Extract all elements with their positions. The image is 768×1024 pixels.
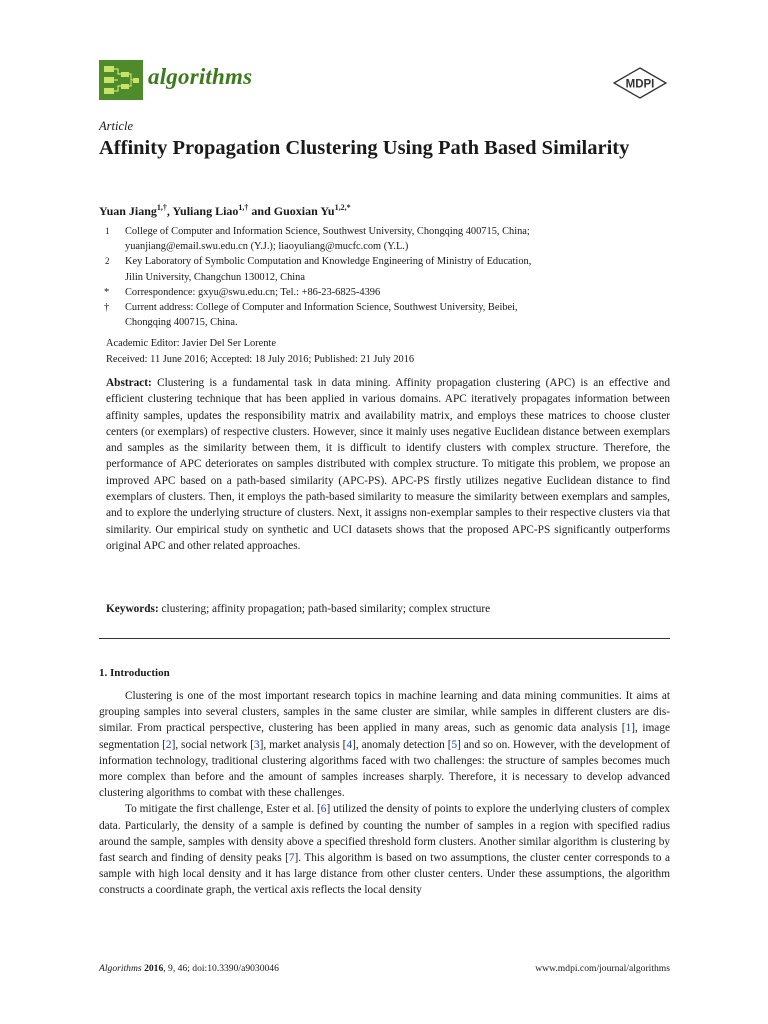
citation-link[interactable]: 2 <box>165 738 172 751</box>
keywords-text: clustering; affinity propagation; path-based similarity; complex structure <box>161 603 491 615</box>
paragraph-text: ] utilized the density of points to explore the underlying clusters of complex data. Particularly, the density of a sample is defined by counting the number of samples in a region with specified radius around the sample, samples with density above a specified threshold form clusters. Another similar algorithm is clustering by fast search and finding of density peaks [ <box>99 803 670 865</box>
paragraph-text: Clustering is one of the most important research topics in machine learning and data mining communities. It aims at grouping samples into several clusters, samples in the same cluster are similar, while samples in different clusters are dis-similar. From practical perspective, clustering has been applied in many areas, such as genomic data analysis [ <box>99 690 670 735</box>
author-name: Yuliang Liao <box>172 204 239 218</box>
paragraph-text: ] and so on. However, with the development of information technology, traditional clustering algorithms faced with two challenges: the structure of samples becomes much more complex than before and the amount of samples increases sharply. Therefore, it is necessary to develop advanced clustering algorithms to combat with these challenges. <box>99 738 670 800</box>
section-divider <box>99 638 670 639</box>
citation-link[interactable]: 4 <box>346 738 353 751</box>
paper-title: Affinity Propagation Clustering Using Path Based Similarity <box>99 137 630 159</box>
author-affiliation-mark: 1,† <box>156 203 167 212</box>
author-name: Yuan Jiang <box>99 204 157 218</box>
introduction-body <box>99 688 670 899</box>
abstract-label: Abstract: <box>106 377 152 389</box>
citation-link[interactable]: 6 <box>320 803 327 816</box>
paragraph-text: To mitigate the first challenge, Ester et al. [ <box>125 803 321 816</box>
author-affiliation-mark: 1,2,* <box>334 203 351 212</box>
citation-link[interactable]: 3 <box>253 738 260 751</box>
affiliation-line: Jilin University, Changchun 130012, China <box>125 271 305 283</box>
journal-name: algorithms <box>148 64 253 89</box>
affiliation-line: Current address: College of Computer and Information Science, Southwest University, Beibei, <box>125 302 518 314</box>
footer-citation <box>99 963 279 974</box>
affiliation-mark: * <box>104 286 110 298</box>
section-heading: 1. Introduction <box>99 667 170 679</box>
academic-editor: Academic Editor: Javier Del Ser Lorente <box>106 338 276 349</box>
citation-link[interactable]: 7 <box>288 852 295 865</box>
affiliation-mark: † <box>104 302 110 314</box>
abstract-text: Clustering is a fundamental task in data mining. Affinity propagation clustering (APC) is an effective and efficient clustering technique that has been applied in various domains. APC iteratively propagates information between affinity samples, updates the responsibility matrix and availability matrix, and employs these matrices to choose cluster centers (or exemplars) of respective clusters. However, since it mainly uses negative Euclidean distance between exemplars and samples as the similarity between them, it is difficult to identify clusters with complex structure. Therefore, the performance of APC deteriorates on samples distributed with complex structure. To mitigate this problem, we propose an improved APC based on a path-based similarity (APC-PS). APC-PS firstly utilizes negative Euclidean distance to find exemplars of clusters. Then, it employs the path-based similarity to measure the similarity between exemplars and samples, and to explore the underlying structure of clusters. Next, it assigns non-exemplar samples to their respective clusters via that similarity. Our empirical study on synthetic and UCI datasets shows that the proposed APC-PS significantly outperforms original APC and other related approaches. <box>106 377 670 552</box>
paragraph <box>99 688 670 801</box>
paragraph-text: ], market analysis [ <box>259 738 347 751</box>
affiliation-list <box>99 224 679 330</box>
author-affiliation-mark: 1,† <box>238 203 249 212</box>
affiliation-line: College of Computer and Information Science, Southwest University, Chongqing 400715, China; <box>125 226 530 237</box>
article-type: Article <box>99 119 134 133</box>
keywords-label: Keywords: <box>106 603 159 615</box>
citation-link[interactable]: 1 <box>625 722 632 735</box>
paragraph <box>99 801 670 898</box>
affiliation-line: Correspondence: gxyu@swu.edu.cn; Tel.: +86-23-6825-4396 <box>125 286 381 298</box>
affiliation-mark: 2 <box>105 256 110 267</box>
affiliation-line: Key Laboratory of Symbolic Computation and Knowledge Engineering of Ministry of Education, <box>125 256 532 268</box>
paragraph-text: ], social network [ <box>171 738 254 751</box>
publication-history: Received: 11 June 2016; Accepted: 18 July 2016; Published: 21 July 2016 <box>106 353 415 365</box>
affiliation-mark: 1 <box>105 226 110 236</box>
footer-url[interactable]: www.mdpi.com/journal/algorithms <box>535 963 670 974</box>
correspondence-item <box>99 285 679 300</box>
citation-link[interactable]: 5 <box>451 738 458 751</box>
author-separator: and <box>248 204 274 218</box>
affiliation-line: Chongqing 400715, China. <box>125 317 238 329</box>
footer-year: 2016 <box>144 963 164 974</box>
keywords <box>106 603 670 615</box>
paragraph-text: ], anomaly detection [ <box>352 738 452 751</box>
paragraph-text: ]. This algorithm is based on two assumptions, the cluster center corresponds to a sample with high local density and it has large distance from other cluster centers. Under these assumptions, the algorithm constructs a coordinate graph, the vertical axis reflects the local density <box>99 852 671 897</box>
affiliation-item <box>99 224 679 254</box>
author-name: Guoxian Yu <box>273 204 335 218</box>
article-dates <box>106 336 414 367</box>
author-list <box>99 203 351 219</box>
abstract <box>106 375 670 554</box>
affiliation-line: yuanjiang@email.swu.edu.cn (Y.J.); liaoyuliang@mucfc.com (Y.L.) <box>125 241 409 253</box>
paragraph-text: ], image segmentation [ <box>99 722 670 751</box>
journal-logo-icon <box>99 60 143 100</box>
author-separator: , <box>166 204 173 218</box>
affiliation-item <box>99 254 679 284</box>
publisher-logo-icon <box>612 66 668 100</box>
current-address-item <box>99 300 679 330</box>
footer-doi: , 9, 46; doi:10.3390/a9030046 <box>163 963 279 974</box>
footer-journal: Algorithms <box>99 963 142 974</box>
publisher-name: MDPI <box>625 78 655 91</box>
